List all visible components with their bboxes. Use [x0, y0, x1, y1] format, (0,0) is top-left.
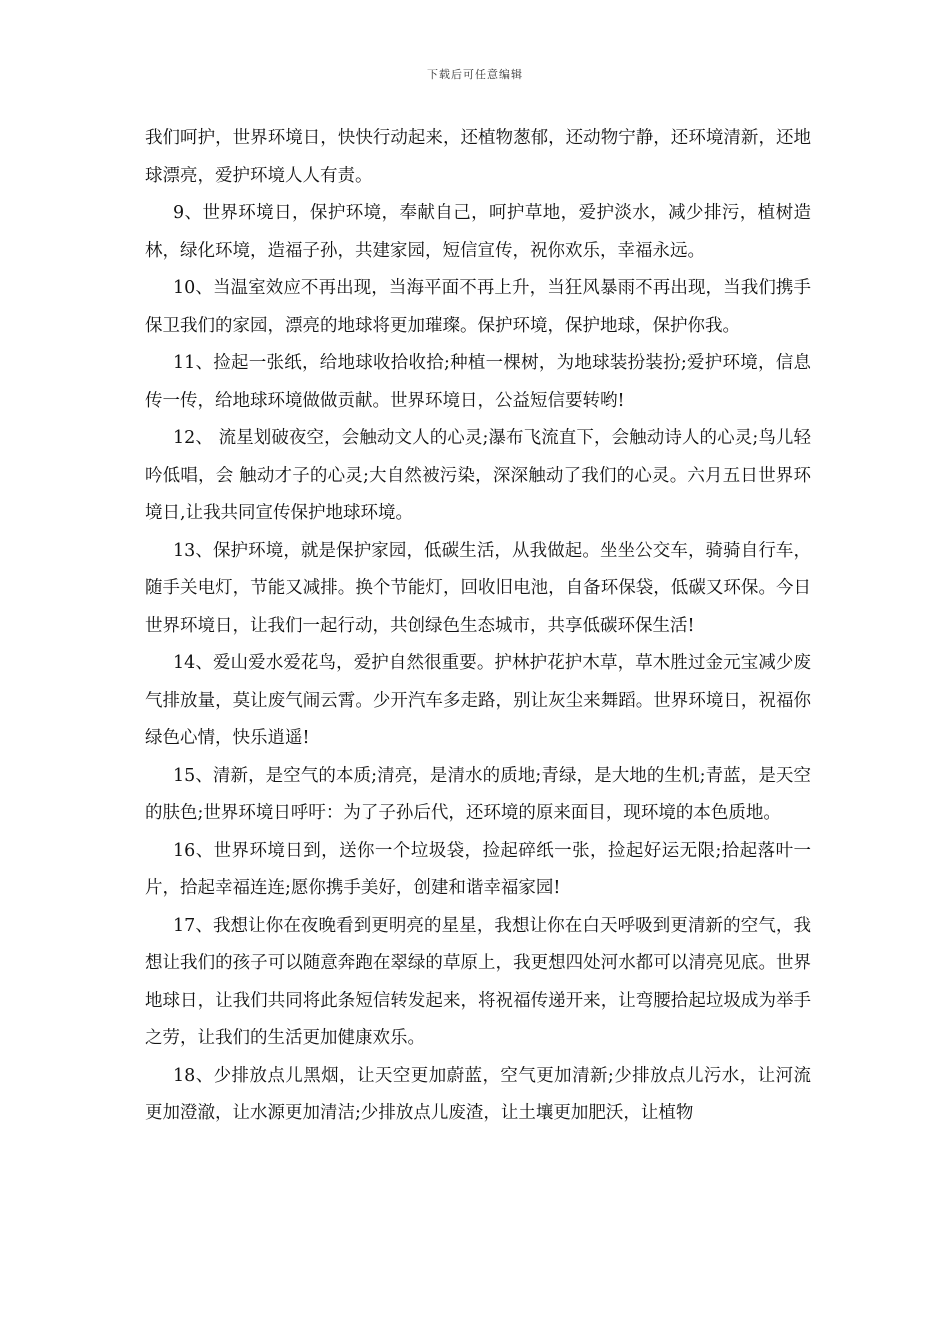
paragraph-item-14: 14、爱山爱水爱花鸟，爱护自然很重要。护林护花护木草，草木胜过金元宝减少废气排放量，莫让废气闹云霄。少开汽车多走路，别让灰尘来舞蹈。世界环境日，祝福你绿色心情，快乐逍遥!: [145, 653, 811, 748]
paragraph-item-11: 11、捡起一张纸，给地球收拾收拾;种植一棵树，为地球装扮装扮;爱护环境，信息传一传，给地球环境做做贡献。世界环境日，公益短信要转哟!: [145, 353, 811, 411]
paragraph-continued: 我们呵护，世界环境日，快快行动起来，还植物葱郁，还动物宁静，还环境清新，还地球漂亮，爱护环境人人有责。: [145, 128, 811, 186]
page-header-note: 下载后可任意编辑: [427, 68, 523, 81]
document-body: [145, 120, 811, 1133]
paragraph-item-18: 18、少排放点儿黑烟，让天空更加蔚蓝，空气更加清新;少排放点儿污水，让河流更加澄澈，让水源更加清洁;少排放点儿废渣，让土壤更加肥沃，让植物: [145, 1065, 811, 1123]
paragraph-item-9: 9、世界环境日，保护环境，奉献自己，呵护草地，爱护淡水，减少排污，植树造林，绿化环境，造福子孙，共建家园，短信宣传，祝你欢乐，幸福永远。: [145, 203, 811, 261]
paragraph-item-12: 12、 流星划破夜空，会触动文人的心灵;瀑布飞流直下，会触动诗人的心灵;鸟儿轻吟低唱，会 触动才子的心灵;大自然被污染，深深触动了我们的心灵。六月五日世界环境日,让我共同宣传保护地球环境。: [145, 428, 811, 523]
paragraph-item-15: 15、清新，是空气的本质;清亮，是清水的质地;青绿，是大地的生机;青蓝，是天空的肤色;世界环境日呼吁：为了子孙后代，还环境的原来面目，现环境的本色质地。: [145, 765, 811, 823]
paragraph-item-13: 13、保护环境，就是保护家园，低碳生活，从我做起。坐坐公交车，骑骑自行车，随手关电灯，节能又减排。换个节能灯，回收旧电池，自备环保袋，低碳又环保。今日世界环境日，让我们一起行动，共创绿色生态城市，共享低碳环保生活!: [145, 540, 811, 636]
paragraph-item-10: 10、当温室效应不再出现，当海平面不再上升，当狂风暴雨不再出现，当我们携手保卫我们的家园，漂亮的地球将更加璀璨。保护环境，保护地球，保护你我。: [145, 278, 811, 336]
paragraph-item-16: 16、世界环境日到，送你一个垃圾袋，捡起碎纸一张，捡起好运无限;拾起落叶一片，拾起幸福连连;愿你携手美好，创建和谐幸福家园!: [145, 840, 811, 898]
paragraph-item-17: 17、我想让你在夜晚看到更明亮的星星，我想让你在白天呼吸到更清新的空气，我想让我们的孩子可以随意奔跑在翠绿的草原上，我更想四处河水都可以清亮见底。世界地球日，让我们共同将此条短信转发起来，将祝福传递开来，让弯腰拾起垃圾成为举手之劳，让我们的生活更加健康欢乐。: [145, 915, 811, 1048]
